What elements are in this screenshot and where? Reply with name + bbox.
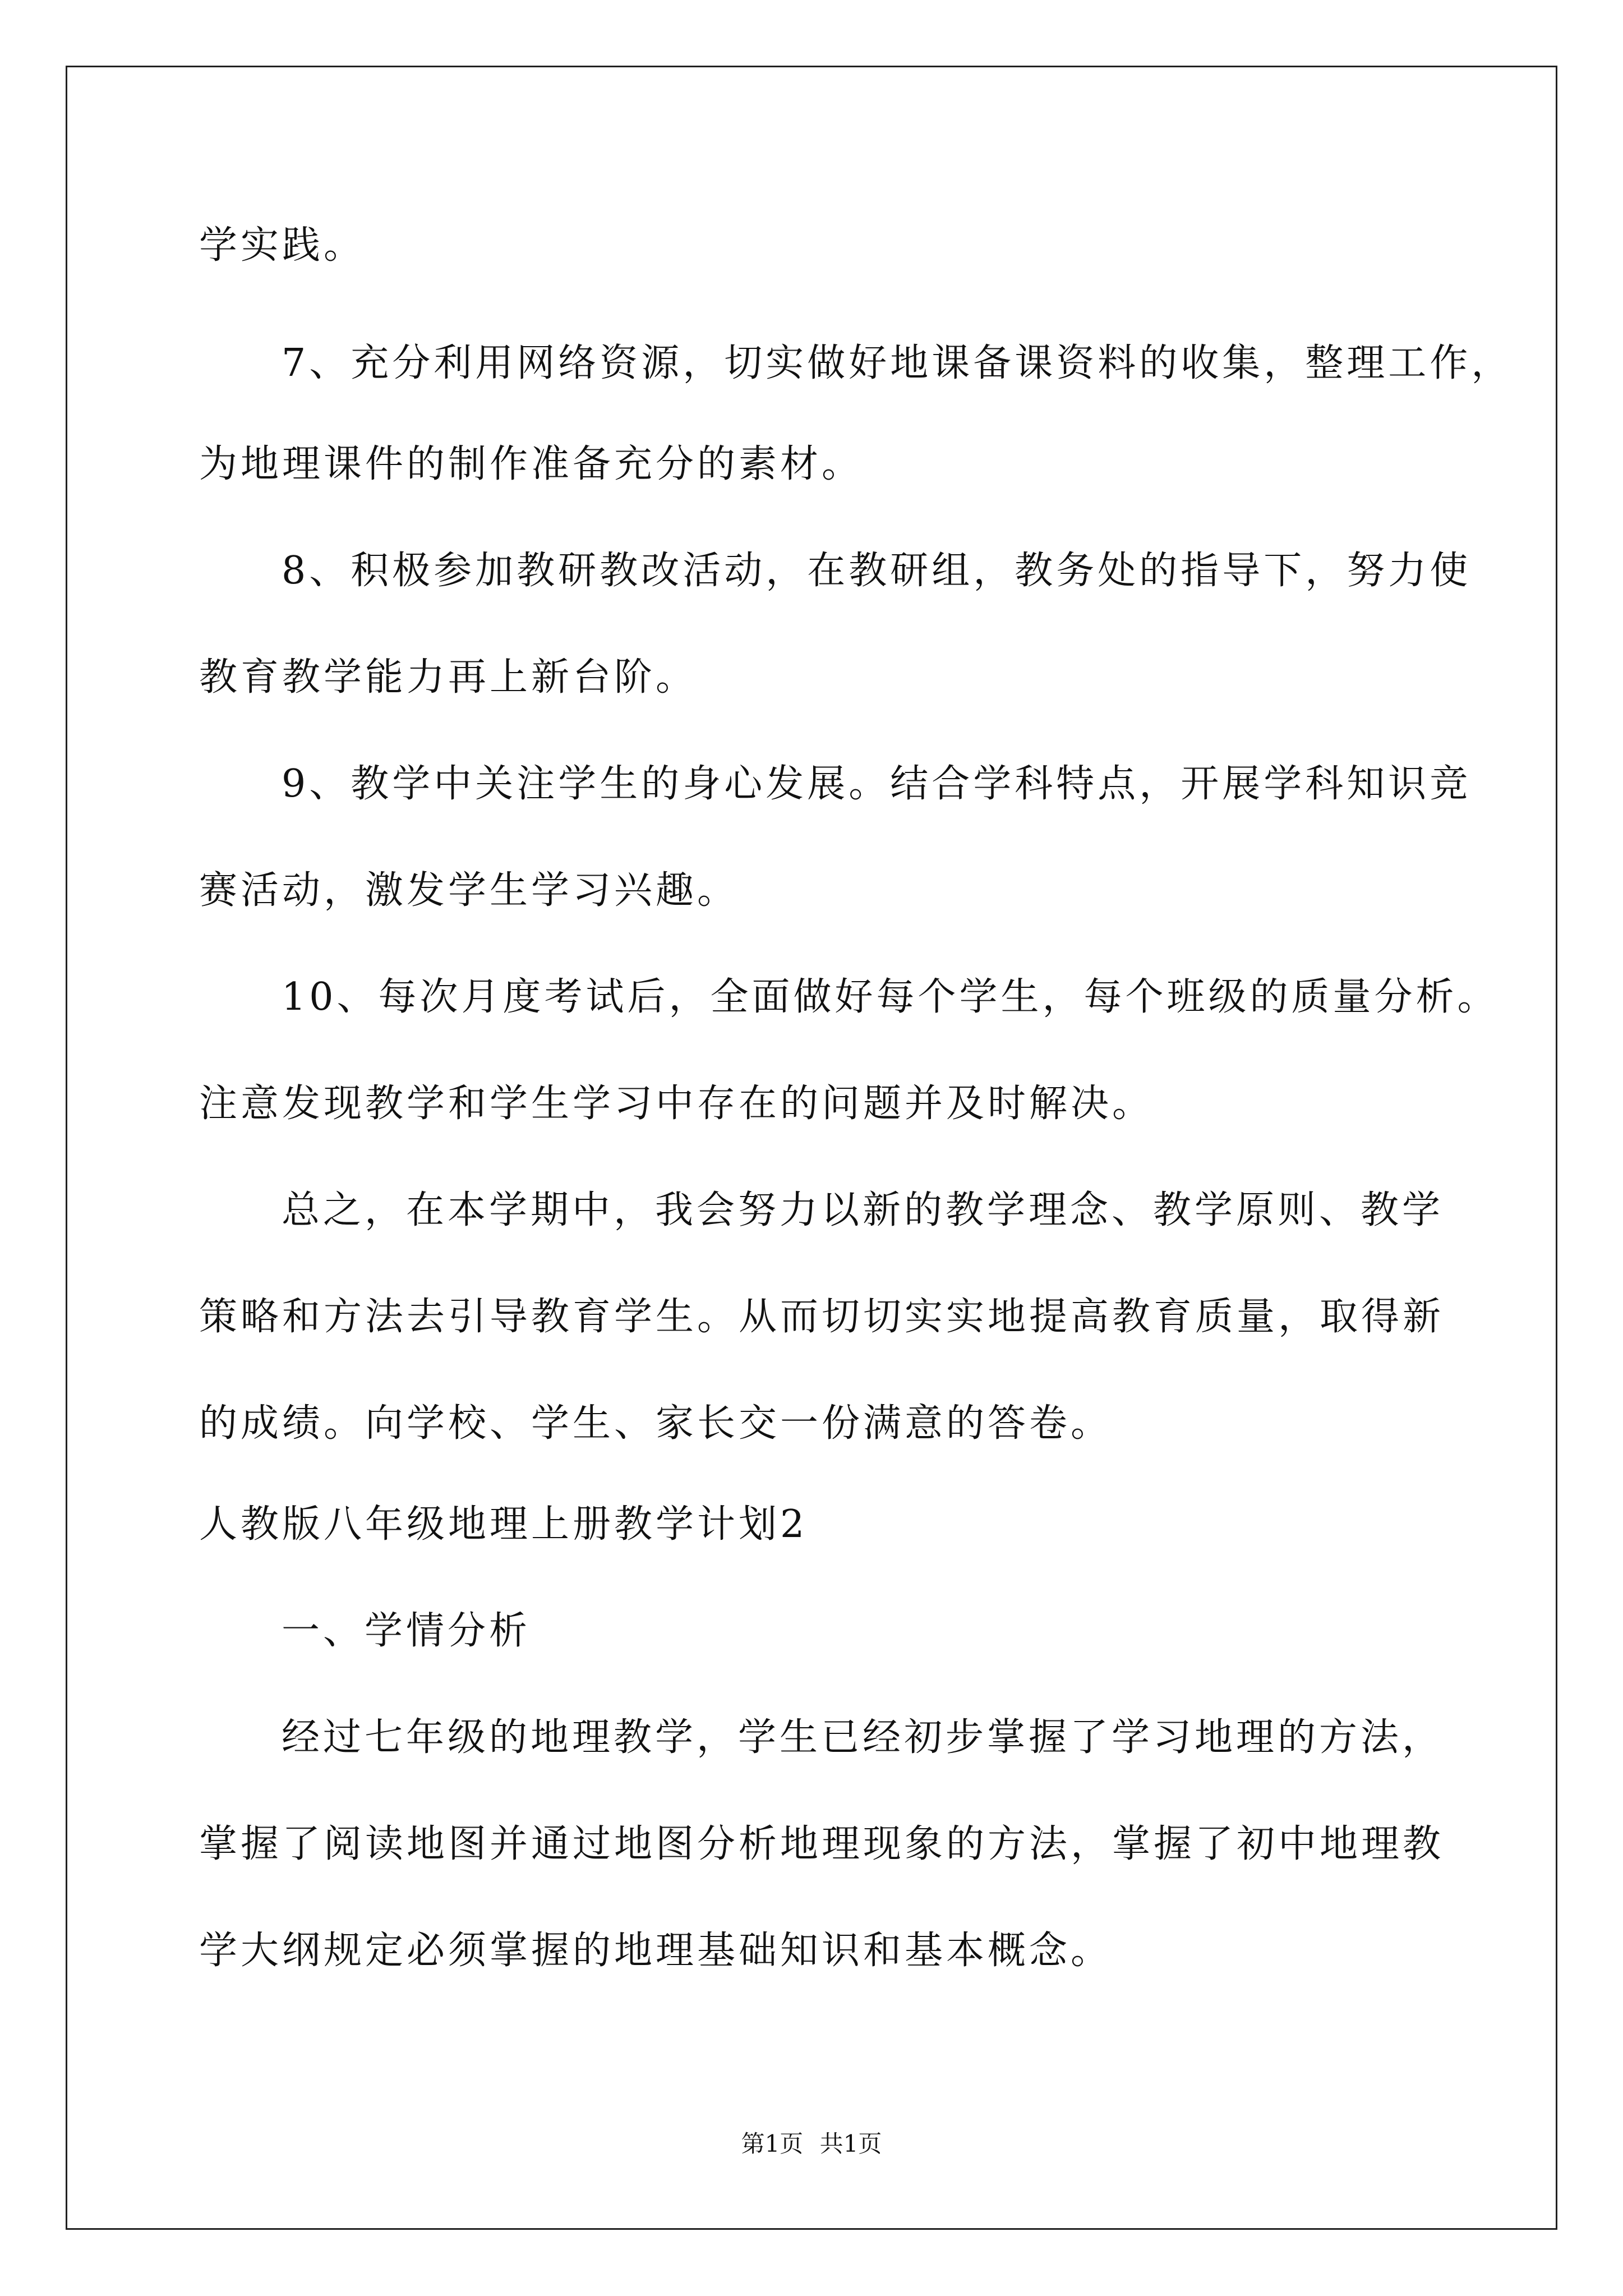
text-line: 总之，在本学期中，我会努力以新的教学理念、教学原则、教学 (282, 1188, 1444, 1232)
text-line: 为地理课件的制作准备充分的素材。 (199, 442, 864, 486)
text-line: 10、每次月度考试后，全面做好每个学生，每个班级的质量分析。 (282, 975, 1499, 1019)
section-title: 人教版八年级地理上册教学计划2 (199, 1502, 808, 1547)
page-total: 共1页 (819, 2130, 882, 2157)
text-line: 的成绩。向学校、学生、家长交一份满意的答卷。 (199, 1401, 1113, 1446)
text-line: 经过七年级的地理教学，学生已经初步掌握了学习地理的方法， (282, 1715, 1444, 1760)
text-line: 教育教学能力再上新台阶。 (199, 655, 698, 700)
text-line: 学实践。 (199, 223, 366, 268)
page-border (66, 66, 1557, 2230)
text-line: 8、积极参加教研教改活动，在教研组，教务处的指导下，努力使 (282, 549, 1472, 593)
page-number: 第1页 (741, 2130, 804, 2157)
page-footer (0, 2130, 1623, 2158)
text-line: 9、教学中关注学生的身心发展。结合学科特点，开展学科知识竞 (282, 762, 1472, 806)
text-line: 掌握了阅读地图并通过地图分析地理现象的方法，掌握了初中地理教 (199, 1822, 1445, 1866)
text-line: 赛活动，激发学生学习兴趣。 (199, 868, 739, 913)
text-line: 学大纲规定必须掌握的地理基础知识和基本概念。 (199, 1929, 1113, 1973)
section-heading: 一、学情分析 (282, 1609, 531, 1653)
text-line: 策略和方法去引导教育学生。从而切切实实地提高教育质量，取得新 (199, 1295, 1445, 1339)
text-line: 7、充分利用网络资源，切实做好地课备课资料的收集，整理工作， (282, 341, 1513, 385)
text-line: 注意发现教学和学生学习中存在的问题并及时解决。 (199, 1082, 1154, 1126)
